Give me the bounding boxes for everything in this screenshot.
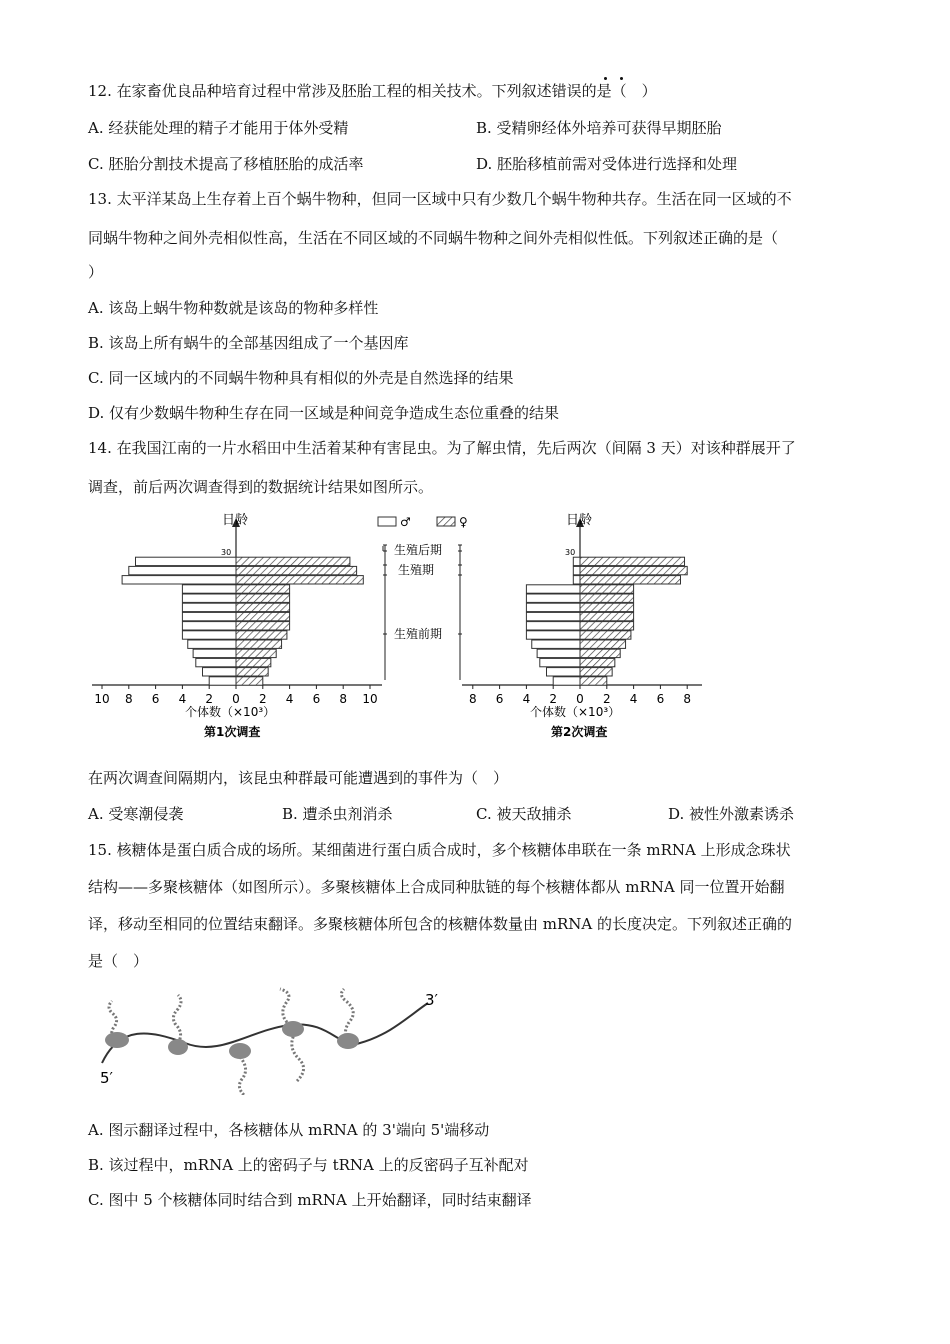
chart1-bar-female — [236, 576, 363, 584]
emphasis-dot — [604, 77, 607, 80]
q15-option-a: A. 图示翻译过程中，各核糖体从 mRNA 的 3'端向 5'端移动 — [88, 1121, 490, 1139]
chart1-xtick-label: 4 — [285, 692, 294, 706]
chart1-bar-male — [182, 603, 236, 611]
q14-option-a: A. 受寒潮侵袭 — [88, 805, 184, 823]
chart1-xtick-label: 10 — [94, 692, 110, 706]
chart2-bar-female — [580, 557, 685, 565]
chart1-bar-female — [236, 566, 357, 574]
legend-male-swatch — [378, 517, 396, 526]
chart1-title: 第1次调查 — [204, 725, 261, 739]
chart1-bar-female — [236, 631, 287, 639]
chart1-bar-male — [182, 594, 236, 602]
legend-female-swatch — [437, 517, 455, 526]
chart2-bar-female — [580, 631, 631, 639]
chart2-xtick-label: 6 — [495, 692, 504, 706]
chart2-title: 第2次调查 — [551, 725, 608, 739]
ribosome — [229, 1043, 251, 1059]
chart2-xtick-label: 2 — [602, 692, 611, 706]
chart1-bar-female — [236, 649, 276, 657]
q15-line2: 结构——多聚核糖体（如图所示）。多聚核糖体上合成同种肽链的每个核糖体都从 mRNA 同一位置开始翻 — [88, 878, 785, 896]
chart2-bar-female — [580, 622, 634, 630]
chart1-bar-male — [203, 668, 237, 676]
q13-option-b: B. 该岛上所有蜗牛的全部基因组成了一个基因库 — [88, 334, 409, 352]
ribosome — [168, 1039, 188, 1055]
q12-option-c: C. 胚胎分割技术提高了移植胚胎的成活率 — [88, 155, 364, 173]
ribosome — [282, 1021, 304, 1037]
chart1-bar-male — [129, 566, 236, 574]
ribosome — [337, 1033, 359, 1049]
emphasis-dot — [620, 77, 623, 80]
chart2-ylabel: 日龄 — [566, 513, 593, 528]
q13-option-a: A. 该岛上蜗牛物种数就是该岛的物种多样性 — [88, 299, 379, 317]
chart1-bar-male — [122, 576, 236, 584]
chart2-bar-male — [526, 594, 580, 602]
chart2-bar-female — [580, 668, 612, 676]
chart1-xtick-label: 8 — [124, 692, 133, 706]
chart2-bar-female — [580, 612, 634, 620]
q15-line1: 15. 核糖体是蛋白质合成的场所。某细菌进行蛋白质合成时，多个核糖体串联在一条 mRNA 上形成念珠状 — [88, 841, 791, 859]
stage-label-repro: 生殖期 — [398, 563, 435, 577]
chart2-bar-female — [580, 576, 681, 584]
chart1-bar-female — [236, 612, 290, 620]
q14-option-d: D. 被性外激素诱杀 — [668, 805, 795, 823]
chart1-ylabel: 日龄 — [222, 513, 249, 528]
stage-label-late: 生殖后期 — [394, 543, 443, 557]
chart1-bar-female — [236, 677, 263, 685]
polyribosome-figure — [90, 985, 450, 1095]
q12-option-d: D. 胚胎移植前需对受体进行选择和处理 — [476, 155, 738, 173]
chart1-xtick-label: 0 — [232, 692, 240, 706]
chart1-bar-female — [236, 622, 290, 630]
stage-label-pre: 生殖前期 — [394, 627, 443, 641]
chart1-ytick-30: 30 — [221, 548, 232, 557]
chart2-xlabel: 个体数（×10³） — [530, 705, 621, 719]
q12-stem-post: 的是（ ） — [581, 82, 657, 100]
chart2-bar-female — [580, 658, 615, 666]
chart1-xtick-label: 8 — [339, 692, 348, 706]
q13-option-c: C. 同一区域内的不同蜗牛物种具有相似的外壳是自然选择的结果 — [88, 369, 514, 387]
q14-question: 在两次调查间隔期内，该昆虫种群最可能遭遇到的事件为（ ） — [88, 769, 509, 787]
chart2-xtick-label: 2 — [549, 692, 558, 706]
chart2-bar-male — [553, 677, 580, 685]
chart2-xtick-label: 4 — [629, 692, 638, 706]
chart1-xtick-label: 2 — [205, 692, 214, 706]
chart2-xtick-label: 0 — [576, 692, 584, 706]
chart2-bar-female — [580, 566, 687, 574]
chart2-bar-female — [580, 640, 626, 648]
q12-option-b: B. 受精卵经体外培养可获得早期胚胎 — [476, 119, 722, 137]
q14-option-c: C. 被天敌捕杀 — [476, 805, 572, 823]
q13-option-d: D. 仅有少数蜗牛物种生存在同一区域是种间竞争造成生态位重叠的结果 — [88, 404, 560, 422]
chart1-xtick-label: 6 — [151, 692, 160, 706]
chart1-bar-female — [236, 668, 268, 676]
legend-male-label: ♂ — [400, 515, 411, 529]
q14-line1: 14. 在我国江南的一片水稻田中生活着某种有害昆虫。为了解虫情，先后两次（间隔 3 天）对该种群展开了 — [88, 439, 796, 457]
chart2-bar-female — [580, 649, 620, 657]
chart2-xtick-label: 8 — [683, 692, 692, 706]
age-pyramid-figure — [0, 500, 950, 750]
chart2-bar-male — [547, 668, 581, 676]
chart1-bar-male — [188, 640, 236, 648]
chart1-bar-male — [209, 677, 236, 685]
chart2-bar-male — [573, 566, 580, 574]
chart2-xtick-label: 4 — [522, 692, 531, 706]
chart1-bar-male — [182, 612, 236, 620]
chart1-bar-male — [196, 658, 236, 666]
chart1-xtick-label: 10 — [362, 692, 378, 706]
chart2-bar-male — [537, 649, 580, 657]
peptide-chain — [173, 995, 181, 1043]
chart2-bar-female — [580, 677, 607, 685]
peptide-chain — [292, 1033, 304, 1081]
chart2-bar-female — [580, 594, 634, 602]
chart1-bar-female — [236, 594, 290, 602]
q14-option-b: B. 遭杀虫剂消杀 — [282, 805, 393, 823]
q15-line3: 译，移动至相同的位置结束翻译。多聚核糖体所包含的核糖体数量由 mRNA 的长度决定。下列叙述正确的 — [88, 915, 793, 933]
q15-option-c: C. 图中 5 个核糖体同时结合到 mRNA 上开始翻译，同时结束翻译 — [88, 1191, 532, 1209]
q13-line3: ） — [88, 263, 104, 281]
chart1-bar-male — [136, 557, 237, 565]
chart2-xtick-label: 6 — [656, 692, 665, 706]
chart2-bar-male — [573, 576, 580, 584]
q13-line1: 13. 太平洋某岛上生存着上百个蜗牛物种，但同一区域中只有少数几个蜗牛物种共存。生活在同一区域的不 — [88, 190, 792, 208]
q12-stem-emph: 错误 — [551, 82, 582, 100]
chart1-bar-male — [193, 649, 236, 657]
chart2-bar-male — [526, 622, 580, 630]
chart1-bar-male — [182, 585, 236, 593]
chart2-bar-male — [526, 612, 580, 620]
q15-line4: 是（ ） — [88, 952, 149, 970]
ribosome — [105, 1032, 129, 1048]
chart2-bar-male — [526, 631, 580, 639]
chart2-bar-male — [526, 603, 580, 611]
chart1-bar-female — [236, 658, 271, 666]
mrna-5-prime-label: 5′ — [100, 1069, 113, 1087]
q12-option-a: A. 经获能处理的精子才能用于体外受精 — [88, 119, 349, 137]
legend-female-label: ♀ — [459, 515, 468, 529]
chart2-bar-male — [573, 557, 580, 565]
peptide-chain — [280, 989, 290, 1025]
chart2-ytick-30: 30 — [565, 548, 576, 557]
chart1-bar-male — [182, 631, 236, 639]
chart1-bar-female — [236, 640, 282, 648]
q15-option-b: B. 该过程中，mRNA 上的密码子与 tRNA 上的反密码子互补配对 — [88, 1156, 529, 1174]
chart2-bar-male — [540, 658, 580, 666]
chart2-bar-female — [580, 585, 634, 593]
q12-stem-pre: 12. 在家畜优良品种培育过程中常涉及胚胎工程的相关技术。下列叙述 — [88, 82, 552, 100]
chart1-xtick-label: 2 — [258, 692, 267, 706]
mrna-3-prime-label: 3′ — [425, 991, 438, 1009]
chart1-bar-female — [236, 603, 290, 611]
mrna-strand — [102, 1003, 428, 1063]
chart2-xtick-label: 8 — [468, 692, 477, 706]
q14-line2: 调查，前后两次调查得到的数据统计结果如图所示。 — [88, 478, 434, 496]
chart2-bar-male — [532, 640, 580, 648]
chart1-xtick-label: 6 — [312, 692, 321, 706]
q12-stem — [88, 81, 657, 101]
chart1-bar-female — [236, 557, 350, 565]
chart1-xlabel: 个体数（×10³） — [185, 705, 276, 719]
chart2-bar-female — [580, 603, 634, 611]
peptide-chain — [239, 1057, 245, 1095]
chart1-bar-female — [236, 585, 290, 593]
chart1-bar-male — [182, 622, 236, 630]
q13-line2: 同蜗牛物种之间外壳相似性高，生活在不同区域的不同蜗牛物种之间外壳相似性低。下列叙述正确的是（ — [88, 229, 779, 247]
chart1-xtick-label: 4 — [178, 692, 187, 706]
chart2-bar-male — [526, 585, 580, 593]
